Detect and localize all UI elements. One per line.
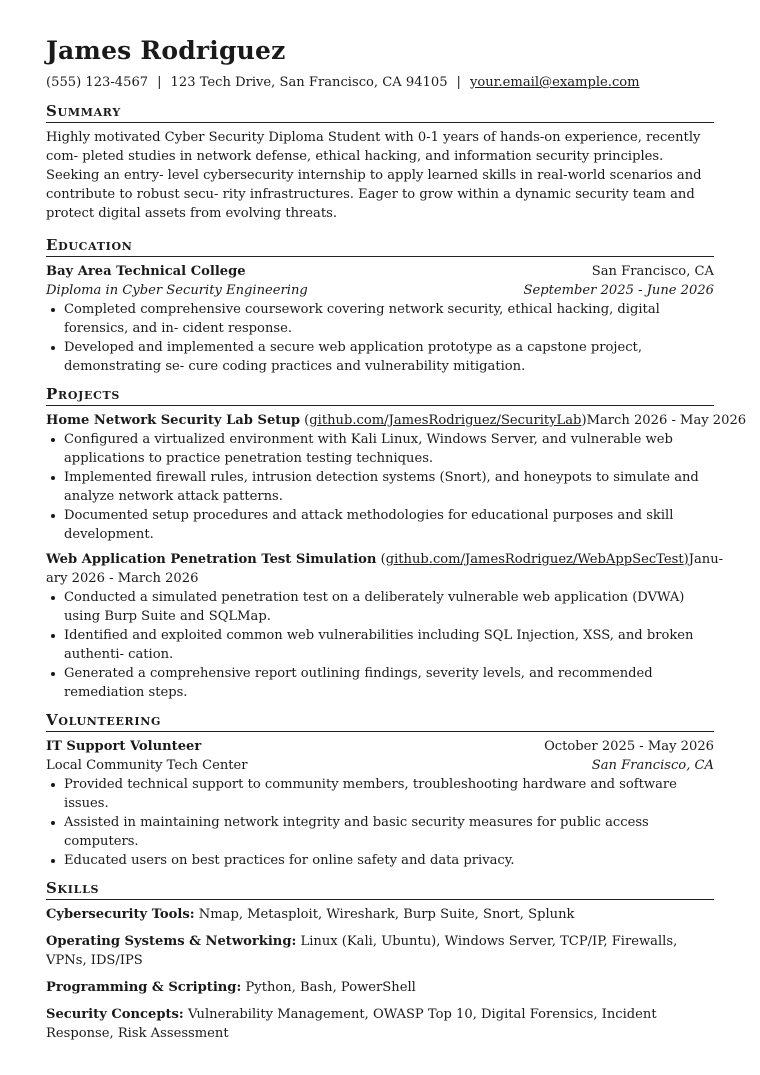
summary-heading: Summary [46, 101, 714, 123]
project-bullets [46, 430, 714, 544]
project-name: Home Network Security Lab Setup [46, 413, 301, 428]
contact-separator: | [456, 75, 461, 90]
list-item: Implemented firewall rules, intrusion detection systems (Snort), and honeypots to simulate and analyze network attack patterns. [46, 468, 714, 506]
skills-heading: Skills [46, 878, 714, 900]
volunteer-dates: October 2025 - May 2026 [544, 739, 714, 754]
skill-label: Programming & Scripting: [46, 980, 242, 995]
volunteering-row-2 [46, 756, 714, 775]
project-title-row: Web Application Penetration Test Simulation (github.com/JamesRodriguez/WebAppSecTest) Janu- [46, 552, 724, 567]
list-item: Documented setup procedures and attack methodologies for educational purposes and skill development. [46, 506, 714, 544]
list-item: Assisted in maintaining network integrity and basic security measures for public access computers. [46, 813, 714, 851]
contact-line [46, 74, 714, 92]
skill-label: Cybersecurity Tools: [46, 907, 195, 922]
summary-text: Highly motivated Cyber Security Diploma Student with 0-1 years of hands-on experience, recently com- pleted studies in network defense, ethical hacking, and information security principles. Seeking an entry- level cybersecurity internship to apply learned skills in real-world scenarios and contribute to robust secu- rity infrastructures. Eager to grow within a dynamic security team and protect digital assets from evolving threats. [46, 130, 702, 221]
email-link[interactable]: your.email@example.com [469, 75, 640, 90]
skill-line [46, 905, 714, 924]
education-row-1 [46, 262, 714, 281]
project-title-row: Home Network Security Lab Setup (github.com/JamesRodriguez/SecurityLab) March 2026 - May 2026 [46, 413, 747, 428]
volunteering-entry [46, 737, 714, 870]
list-item: Identified and exploited common web vulnerabilities including SQL Injection, XSS, and broken authenti- cation. [46, 626, 714, 664]
candidate-name: James Rodriguez [46, 36, 286, 65]
skill-line [46, 932, 714, 970]
volunteer-org: Local Community Tech Center [46, 758, 248, 773]
skill-line [46, 1005, 714, 1043]
project-entry [46, 550, 724, 702]
volunteering-bullets [46, 775, 714, 870]
phone-number: (555) 123-4567 [46, 75, 149, 90]
list-item: Conducted a simulated penetration test on a deliberately vulnerable web application (DVWA) using Burp Suite and SQLMap. [46, 588, 714, 626]
volunteering-row-1 [46, 737, 714, 756]
skill-label: Security Concepts: [46, 1007, 184, 1022]
project-name: Web Application Penetration Test Simulation [46, 552, 377, 567]
project-link[interactable]: github.com/JamesRodriguez/SecurityLab [309, 413, 582, 428]
volunteer-location: San Francisco, CA [591, 758, 714, 773]
list-item: Generated a comprehensive report outlining findings, severity levels, and recommended remediation steps. [46, 664, 714, 702]
volunteer-role: IT Support Volunteer [46, 739, 202, 754]
school-location: San Francisco, CA [591, 264, 714, 279]
volunteering-heading: Volunteering [46, 710, 714, 732]
project-dates: March 2026 - May 2026 [586, 413, 747, 428]
skill-value: Python, Bash, PowerShell [245, 980, 416, 995]
project-bullets [46, 588, 714, 702]
projects-heading: Projects [46, 384, 714, 406]
contact-separator: | [157, 75, 162, 90]
skill-value: Linux (Kali, Ubuntu), Windows Server, TCP/IP, Firewalls, VPNs, IDS/IPS [46, 934, 678, 968]
degree-name: Diploma in Cyber Security Engineering [46, 283, 308, 298]
education-entry [46, 262, 714, 376]
education-heading: Education [46, 235, 714, 257]
education-row-2 [46, 281, 714, 300]
list-item: Configured a virtualized environment with Kali Linux, Windows Server, and vulnerable web applications to practice penetration testing techniques. [46, 430, 714, 468]
school-name: Bay Area Technical College [46, 264, 246, 279]
skill-label: Operating Systems & Networking: [46, 934, 297, 949]
project-link[interactable]: github.com/JamesRodriguez/WebAppSecTest [385, 552, 684, 567]
list-item: Developed and implemented a secure web application prototype as a capstone project, demonstrating se- cure coding practices and vulnerability mitigation. [46, 338, 714, 376]
education-dates: September 2025 - June 2026 [523, 283, 714, 298]
list-item: Provided technical support to community members, troubleshooting hardware and software issues. [46, 775, 714, 813]
project-dates: Janu- [688, 552, 724, 567]
education-bullets [46, 300, 714, 376]
list-item: Completed comprehensive coursework covering network security, ethical hacking, digital forensics, and in- cident response. [46, 300, 714, 338]
list-item: Educated users on best practices for online safety and data privacy. [46, 851, 714, 870]
skill-line [46, 978, 714, 997]
skill-value: Nmap, Metasploit, Wireshark, Burp Suite, Snort, Splunk [198, 907, 575, 922]
project-dates-continued: ary 2026 - March 2026 [46, 571, 199, 586]
address: 123 Tech Drive, San Francisco, CA 94105 [170, 75, 448, 90]
skill-value: Vulnerability Management, OWASP Top 10, Digital Forensics, Incident Response, Risk Assessment [46, 1007, 657, 1041]
project-entry [46, 411, 747, 544]
